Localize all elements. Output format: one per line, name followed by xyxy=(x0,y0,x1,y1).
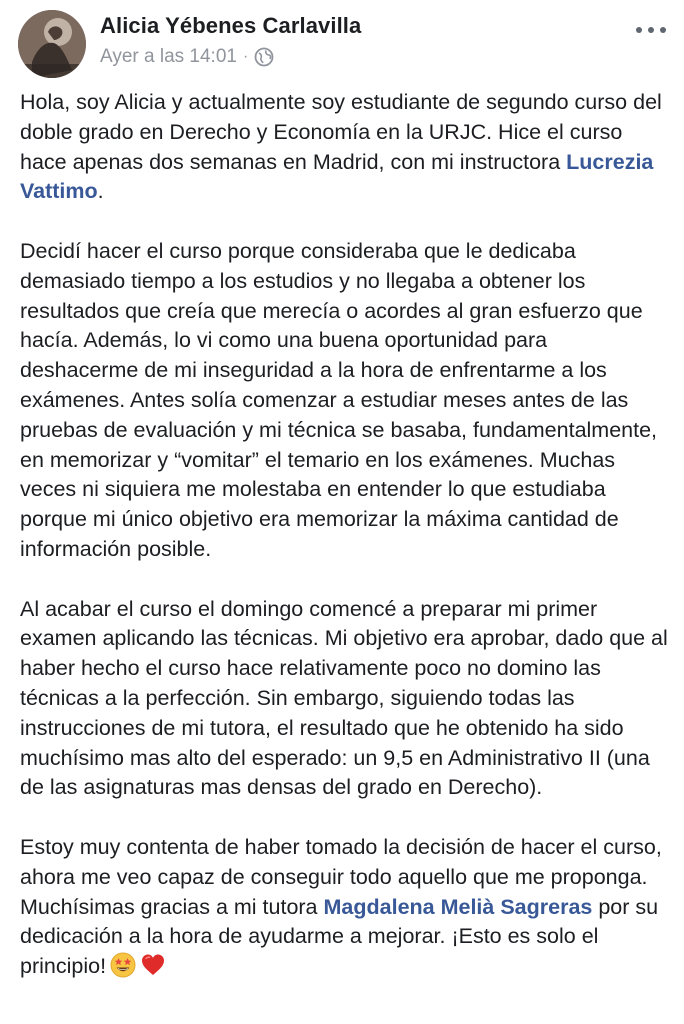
post-body xyxy=(20,88,670,987)
more-dot xyxy=(636,27,642,33)
more-horizontal-icon[interactable] xyxy=(636,20,666,40)
paragraph-text: Estoy muy contenta de haber tomado la decisión de hacer el curso, ahora me veo capaz de conseguir todo aquello que me proponga. Muchísimas gracias a mi tutora xyxy=(20,834,662,919)
paragraph-text: . xyxy=(97,179,104,204)
more-dot xyxy=(660,27,666,33)
post-header xyxy=(0,0,684,90)
post-paragraph: Decidí hacer el curso porque consideraba que le dedicaba demasiado tiempo a los estudios y no llegaba a obtener los resultados que creía que merecía o acordes al gran esfuerzo que hacía. Además, lo vi como una buena oportunidad para deshacerme de mi inseguridad a la hora de enfrentarme a los exámenes. Antes solía comenzar a estudiar meses antes de las pruebas de evaluación y mi técnica se basaba, fundamentalmente, en memorizar y “vomitar” el temario en los exámenes. Muchas veces ni siquiera me molestaba en entender lo que estudiaba porque mi único objetivo era memorizar la máxima cantidad de información posible. xyxy=(20,238,658,561)
timestamp[interactable]: Ayer a las 14:01 xyxy=(100,46,237,67)
star-struck-emoji xyxy=(110,952,136,987)
post-meta xyxy=(100,46,274,68)
avatar[interactable] xyxy=(18,10,86,78)
paragraph-text: Hola, soy Alicia y actualmente soy estudiante de segundo curso del doble grado en Derecho y Economía en la URJC. Hice el curso hace apenas dos semanas en Madrid, con mi instructora xyxy=(20,90,662,174)
post-paragraph xyxy=(20,833,670,987)
post-paragraph: Al acabar el curso el domingo comencé a preparar mi primer examen aplicando las técnicas. Mi objetivo era aprobar, dado que al haber hecho el curso hace relativamente poco no domino las técnicas a la perfección. Sin embargo, siguiendo todas las instrucciones de mi tutora, el resultado que he obtenido ha sido muchísimo mas alto del esperado: un 9,5 en Administrativo II (una de las asignaturas mas densas del grado en Derecho). xyxy=(20,596,668,800)
mention-link[interactable]: Lucrezia Vattimo xyxy=(20,149,654,204)
mention-link[interactable]: Magdalena Melià Sagreras xyxy=(323,894,593,919)
red-heart-emoji xyxy=(140,952,166,987)
globe-icon[interactable] xyxy=(254,47,274,67)
author-name[interactable]: Alicia Yébenes Carlavilla xyxy=(100,13,362,38)
paragraph-text: por su dedicación a la hora de ayudarme a mejorar. ¡Esto es solo el principio! xyxy=(20,894,659,979)
meta-separator: · xyxy=(242,48,249,65)
post-paragraph xyxy=(20,88,670,207)
more-dot xyxy=(648,27,654,33)
